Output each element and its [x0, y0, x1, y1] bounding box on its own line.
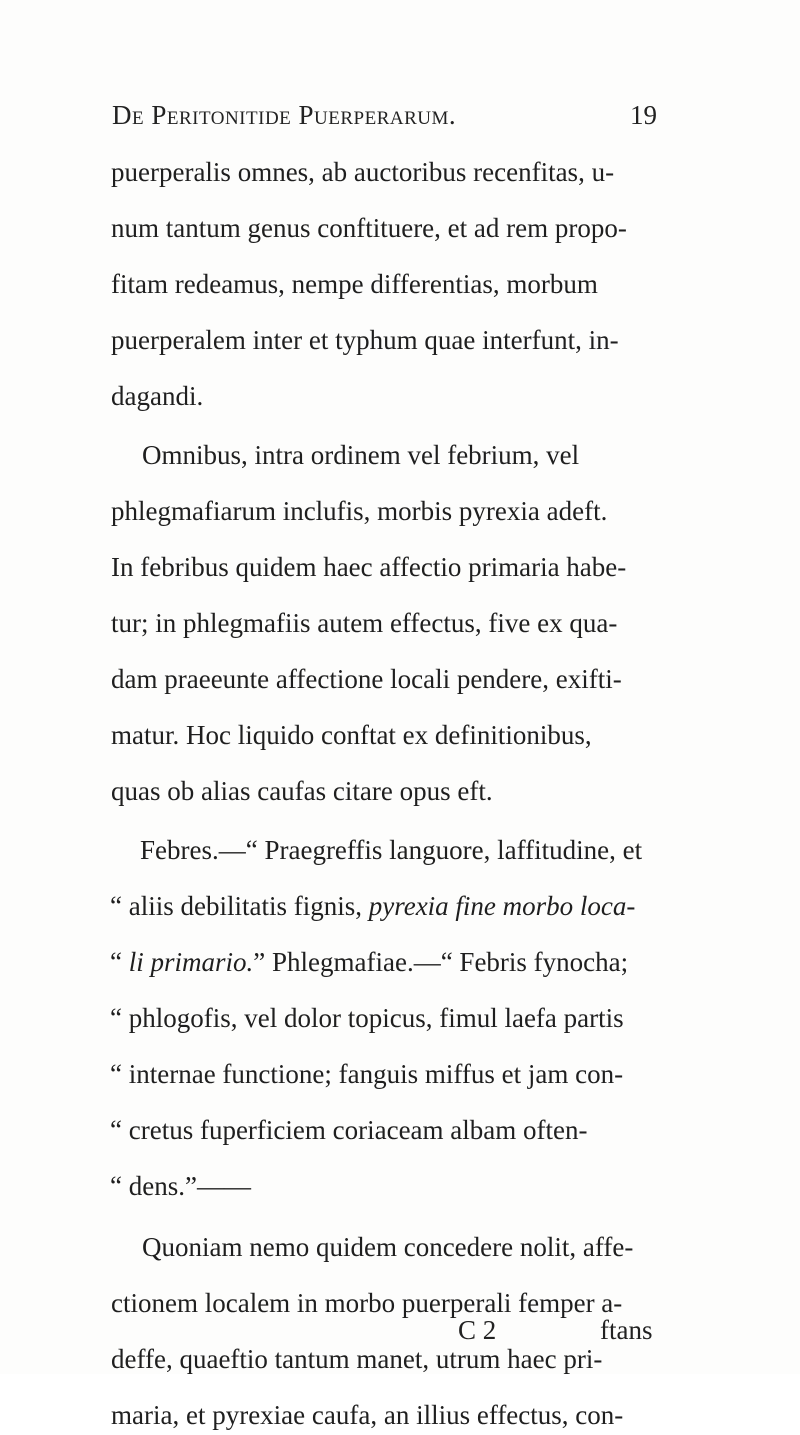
text-line: “ dens.”—— [110, 1171, 251, 1201]
text-span: ” Phlegmafiae.—“ Febris fynocha; [253, 947, 629, 977]
text-line: tur; in phlegmafiis autem effectus, five ex qua- [111, 608, 618, 638]
text-line: puerperalis omnes, ab auctoribus recenfitas, u- [111, 157, 615, 187]
page-footer [0, 1310, 800, 1350]
catchword: ftans [600, 1315, 653, 1345]
signature-mark: C 2 [458, 1315, 497, 1345]
running-head [112, 100, 657, 136]
text-line: num tantum genus conftituere, et ad rem propo- [111, 213, 627, 243]
text-line: dagandi. [111, 381, 204, 411]
text-line [110, 942, 628, 982]
text-line: deffe, quaeftio tantum manet, utrum haec pri- [111, 1344, 603, 1374]
text-line: dam praeeunte affectione locali pendere, exifti- [111, 664, 622, 694]
text-line: maria, et pyrexiae caufa, an illius effectus, con- [111, 1400, 624, 1430]
italic-text: li primario. [128, 947, 254, 977]
text-span: “ aliis debilitatis fignis, [110, 891, 362, 921]
text-line: quas ob alias caufas citare opus eft. [111, 776, 493, 806]
text-span: “ [110, 947, 122, 977]
text-line [110, 886, 635, 926]
text-line: Febres.—“ Praegreffis languore, laffitudine, et [140, 835, 643, 865]
text-line: “ phlogofis, vel dolor topicus, fimul laefa partis [110, 1003, 624, 1033]
text-line: ctionem localem in morbo puerperali femper a- [111, 1288, 623, 1318]
text-line: fitam redeamus, nempe differentias, morbum [111, 269, 598, 299]
text-line: puerperalem inter et typhum quae interfunt, in- [111, 325, 619, 355]
text-line: phlegmafiarum inclufis, morbis pyrexia adeft. [111, 496, 608, 526]
text-line: matur. Hoc liquido conftat ex definitionibus, [111, 720, 592, 750]
page-number: 19 [630, 100, 657, 130]
text-line: Omnibus, intra ordinem vel febrium, vel [142, 440, 580, 470]
running-title: De Peritonitide Puerperarum. [112, 100, 457, 130]
text-line: Quoniam nemo quidem concedere nolit, affe- [142, 1232, 634, 1262]
italic-text: pyrexia fine morbo loca- [368, 891, 636, 921]
text-line: In febribus quidem haec affectio primaria habe- [111, 552, 627, 582]
text-line: “ internae functione; fanguis miffus et jam con- [110, 1059, 624, 1089]
text-line: “ cretus fuperficiem coriaceam albam often- [110, 1115, 588, 1145]
